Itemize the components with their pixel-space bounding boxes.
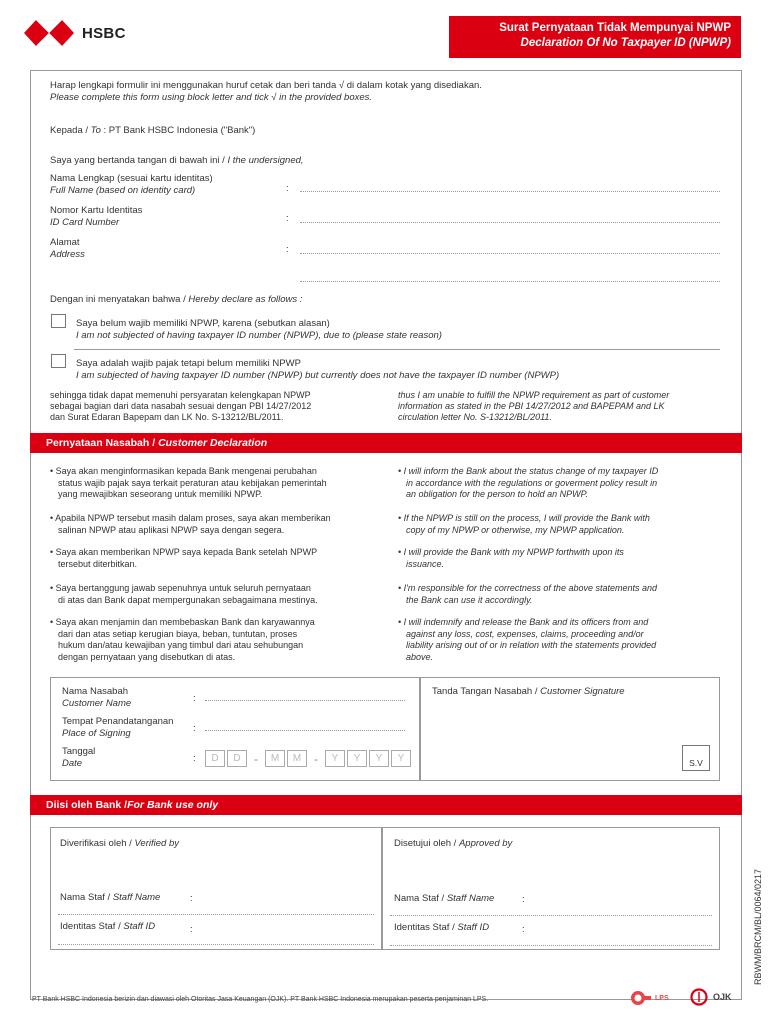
thus-id-line: sehingga tidak dapat memenuhi persyaratan kelengkapan NPWP xyxy=(50,390,311,400)
colon: : xyxy=(193,723,196,734)
colon: : xyxy=(522,924,525,935)
customer-name-field[interactable] xyxy=(205,700,405,701)
bullet-line: • Saya akan memberikan NPWP saya kepada Bank setelah NPWP xyxy=(50,547,318,557)
address-label-en: Address xyxy=(50,249,85,260)
ojk-logo xyxy=(690,988,732,1006)
colon: : xyxy=(286,244,289,255)
customer-name-en: Customer Name xyxy=(62,698,132,709)
address-field-line1[interactable] xyxy=(300,253,720,254)
signature-label-en: Customer Signature xyxy=(540,686,625,697)
full-name-field[interactable] xyxy=(300,191,720,192)
signature-label-id: Tanda Tangan Nasabah / xyxy=(432,686,541,697)
colon: : xyxy=(522,894,525,905)
thus-id xyxy=(50,390,311,423)
date-box-year[interactable]: Y xyxy=(369,750,389,767)
bullet-line: an obligation for the person to hold an NPWP. xyxy=(406,489,588,499)
form-title xyxy=(449,16,741,58)
verified-label xyxy=(60,838,179,849)
declare-id: Dengan ini menyatakan bahwa / xyxy=(50,294,189,305)
thus-en-line: information as stated in the PBI 14/27/2012 and BAPEPAM and LK xyxy=(398,401,665,411)
verifier-staff-name-field[interactable] xyxy=(58,914,374,915)
option-1-checkbox[interactable] xyxy=(51,314,66,328)
bullet-line: in accordance with the regulations or goverment policy result in xyxy=(406,477,658,488)
option-1-en: I am not subjected of having taxpayer ID number (NPWP), due to (please state reason) xyxy=(76,330,442,341)
bullet-1-en xyxy=(398,466,728,501)
title-id: Surat Pernyataan Tidak Mempunyai NPWP xyxy=(499,22,731,34)
bullet-5-id xyxy=(50,617,380,663)
sv-box xyxy=(682,745,710,771)
thus-id-line: dan Surat Edaran Bapepam dan LK No. S-13212/BL/2011. xyxy=(50,412,284,422)
bullet-line: • I'm responsible for the correctness of the above statements and xyxy=(398,583,658,593)
staff-name-en: Staff Name xyxy=(112,892,161,903)
bullet-line: • If the NPWP is still on the process, I will provide the Bank with xyxy=(398,513,650,523)
bullet-line: the Bank can use it accordingly. xyxy=(406,594,533,605)
bullet-line: copy of my NPWP or otherwise, my NPWP application. xyxy=(406,524,625,535)
bullet-line: against any loss, cost, expenses, claims, proceeding and/or xyxy=(406,628,644,639)
ojk-icon xyxy=(690,988,710,1006)
bullet-2-en xyxy=(398,513,728,536)
hsbc-hexagon-icon xyxy=(24,20,74,46)
verified-en: Verified by xyxy=(134,838,179,849)
instructions-en: Please complete this form using block letter and tick √ in the provided boxes. xyxy=(50,92,373,103)
staff-id-en: Staff ID xyxy=(457,922,490,933)
approver-staff-id-label xyxy=(394,922,489,933)
id-card-label-id: Nomor Kartu Identitas xyxy=(50,205,143,216)
approved-en: Approved by xyxy=(458,838,513,849)
bullet-line: hukum dan/atau kewajiban yang timbul dari atau sehubungan xyxy=(58,640,304,650)
bullet-4-id xyxy=(50,583,380,606)
to-prefix: Kepada / xyxy=(50,125,91,136)
thus-en xyxy=(398,390,669,423)
colon: : xyxy=(286,213,289,224)
bullet-3-id xyxy=(50,547,380,570)
id-card-field[interactable] xyxy=(300,222,720,223)
bullet-line: yang mewajibkan seseorang untuk memiliki NPWP. xyxy=(58,489,263,499)
date-box-year[interactable]: Y xyxy=(391,750,411,767)
date-boxes[interactable] xyxy=(205,750,411,767)
date-id: Tanggal xyxy=(62,746,96,757)
bullet-line: • Saya bertanggung jawab sepenuhnya untuk seluruh pernyataan xyxy=(50,583,311,593)
address-field-line2[interactable] xyxy=(300,281,720,282)
thus-id-line: sebagai bagian dari data nasabah sesuai dengan PBI 14/27/2012 xyxy=(50,401,312,411)
colon: : xyxy=(286,183,289,194)
colon: : xyxy=(190,893,193,904)
staff-name-en: Staff Name xyxy=(446,893,495,904)
bullet-line: • Saya akan menjamin dan membebaskan Bank dan karyawannya xyxy=(50,617,315,627)
bullet-line: liability arising out of or in relation with the statements provided xyxy=(406,640,657,650)
customer-declaration-header xyxy=(30,433,742,453)
full-name-label-id: Nama Lengkap (sesuai kartu identitas) xyxy=(50,173,213,184)
staff-id-id: Identitas Staf / xyxy=(60,921,124,932)
place-label xyxy=(62,716,173,740)
option-1-reason-line[interactable] xyxy=(74,349,720,350)
approved-label xyxy=(394,838,512,849)
address-label xyxy=(50,237,85,261)
bullet-line: issuance. xyxy=(406,558,445,569)
date-en: Date xyxy=(62,758,83,769)
colon: : xyxy=(193,753,196,764)
approver-staff-name-field[interactable] xyxy=(390,915,712,916)
option-2-checkbox[interactable] xyxy=(51,354,66,368)
place-field[interactable] xyxy=(205,730,405,731)
signature-label xyxy=(432,686,625,697)
option-2-text xyxy=(76,358,559,382)
title-en: Declaration Of No Taxpayer ID (NPWP) xyxy=(520,37,731,49)
staff-name-id: Nama Staf / xyxy=(60,892,113,903)
verifier-staff-id-field[interactable] xyxy=(58,944,374,945)
bullet-line: • I will provide the Bank with my NPWP forthwith upon its xyxy=(398,547,624,557)
id-card-label-en: ID Card Number xyxy=(50,217,120,228)
sv-label: S.V xyxy=(689,758,703,768)
staff-name-id: Nama Staf / xyxy=(394,893,447,904)
hsbc-logo xyxy=(24,20,126,46)
colon: : xyxy=(190,924,193,935)
bullet-line: dari dan atas setiap kerugian biaya, beban, tuntutan, proses xyxy=(58,628,298,639)
customer-name-label xyxy=(62,686,131,710)
date-box-month[interactable]: M xyxy=(287,750,307,767)
bank-use-header xyxy=(30,795,742,815)
address-label-id: Alamat xyxy=(50,237,80,248)
instructions xyxy=(50,80,482,104)
option-2-en: I am subjected of having taxpayer ID number (NPWP) but currently does not have the taxpayer ID number (NPWP) xyxy=(76,370,560,381)
ojk-text: OJK xyxy=(713,992,732,1002)
instructions-id: Harap lengkapi formulir ini menggunakan huruf cetak dan beri tanda √ di dalam kotak yang disediakan. xyxy=(50,80,482,91)
verified-id: Diverifikasi oleh / xyxy=(60,838,135,849)
staff-id-en: Staff ID xyxy=(123,921,156,932)
bullet-1-id xyxy=(50,466,380,501)
bullet-line: salinan NPWP atau aplikasi NPWP saya dengan segera. xyxy=(58,524,285,535)
brand-name: HSBC xyxy=(82,24,126,42)
place-en: Place of Signing xyxy=(62,728,131,739)
staff-id-id: Identitas Staf / xyxy=(394,922,458,933)
thus-en-line: circulation letter No. S-13212/BL/2011. xyxy=(398,412,552,422)
id-card-label xyxy=(50,205,142,229)
bullet-2-id xyxy=(50,513,380,536)
bank-use-id: Diisi oleh Bank / xyxy=(46,799,128,811)
bullet-5-en xyxy=(398,617,728,663)
footer-text: PT Bank HSBC Indonesia berizin dan diawasi oleh Otoritas Jasa Keuangan (OJK). PT Bank HSBC Indonesia merupakan peserta penjaminan LPS. xyxy=(32,996,489,1003)
bullet-line: status wajib pajak saya terkait peraturan atau kebijakan pemerintah xyxy=(58,477,327,488)
undersigned xyxy=(50,155,304,166)
date-separator: - xyxy=(254,751,258,766)
addressee xyxy=(50,125,255,136)
to-value: : PT Bank HSBC Indonesia ("Bank") xyxy=(100,125,256,136)
bullet-line: di atas dan Bank dapat mempergunakan sebagaimana mestinya. xyxy=(58,594,318,605)
bullet-line: • I will inform the Bank about the status change of my taxpayer ID xyxy=(398,466,659,476)
customer-declaration-en: Customer Declaration xyxy=(158,437,268,449)
date-box-month[interactable]: M xyxy=(265,750,285,767)
verifier-staff-name-label xyxy=(60,892,160,903)
verifier-staff-id-label xyxy=(60,921,155,932)
customer-declaration-id: Pernyataan Nasabah / xyxy=(46,437,156,449)
date-label xyxy=(62,746,95,770)
option-1-id: Saya belum wajib memiliki NPWP, karena (sebutkan alasan) xyxy=(76,318,330,329)
approver-staff-id-field[interactable] xyxy=(390,945,712,946)
full-name-label xyxy=(50,173,213,197)
colon: : xyxy=(193,693,196,704)
date-box-year[interactable]: Y xyxy=(325,750,345,767)
lps-icon xyxy=(630,990,652,1006)
date-box-day[interactable]: D xyxy=(205,750,225,767)
bullet-line: • I will indemnify and release the Bank and its officers from and xyxy=(398,617,649,627)
bullet-line: • Apabila NPWP tersebut masih dalam proses, saya akan memberikan xyxy=(50,513,331,523)
form-code: RBWM/BRCM/BL/0064/0217 xyxy=(753,868,763,985)
option-1-text xyxy=(76,318,442,342)
lps-text: LPS xyxy=(655,994,669,1002)
bullet-line: above. xyxy=(406,651,434,662)
bank-use-en: For Bank use only xyxy=(127,799,219,811)
full-name-label-en: Full Name (based on identity card) xyxy=(50,185,196,196)
undersigned-id: Saya yang bertanda tangan di bawah ini / xyxy=(50,155,228,166)
thus-en-line: thus I am unable to fulfill the NPWP requirement as part of customer xyxy=(398,390,670,400)
approved-id: Disetujui oleh / xyxy=(394,838,459,849)
approver-staff-name-label xyxy=(394,893,494,904)
option-2-id: Saya adalah wajib pajak tetapi belum memiliki NPWP xyxy=(76,358,301,369)
bullet-4-en xyxy=(398,583,728,606)
undersigned-en: I the undersigned, xyxy=(227,155,304,166)
date-separator: - xyxy=(314,751,318,766)
declare-en: Hereby declare as follows : xyxy=(188,294,303,305)
date-box-day[interactable]: D xyxy=(227,750,247,767)
customer-name-id: Nama Nasabah xyxy=(62,686,129,697)
bullet-line: tersebut diterbitkan. xyxy=(58,558,138,569)
declare-heading xyxy=(50,294,302,305)
bullet-3-en xyxy=(398,547,728,570)
bullet-line: • Saya akan menginformasikan kepada Bank mengenai perubahan xyxy=(50,466,317,476)
to-prefix-en: To xyxy=(90,125,101,136)
lps-logo xyxy=(630,990,669,1006)
bullet-line: dengan pernyataan yang disebutkan di atas. xyxy=(58,651,236,662)
date-box-year[interactable]: Y xyxy=(347,750,367,767)
place-id: Tempat Penandatanganan xyxy=(62,716,174,727)
